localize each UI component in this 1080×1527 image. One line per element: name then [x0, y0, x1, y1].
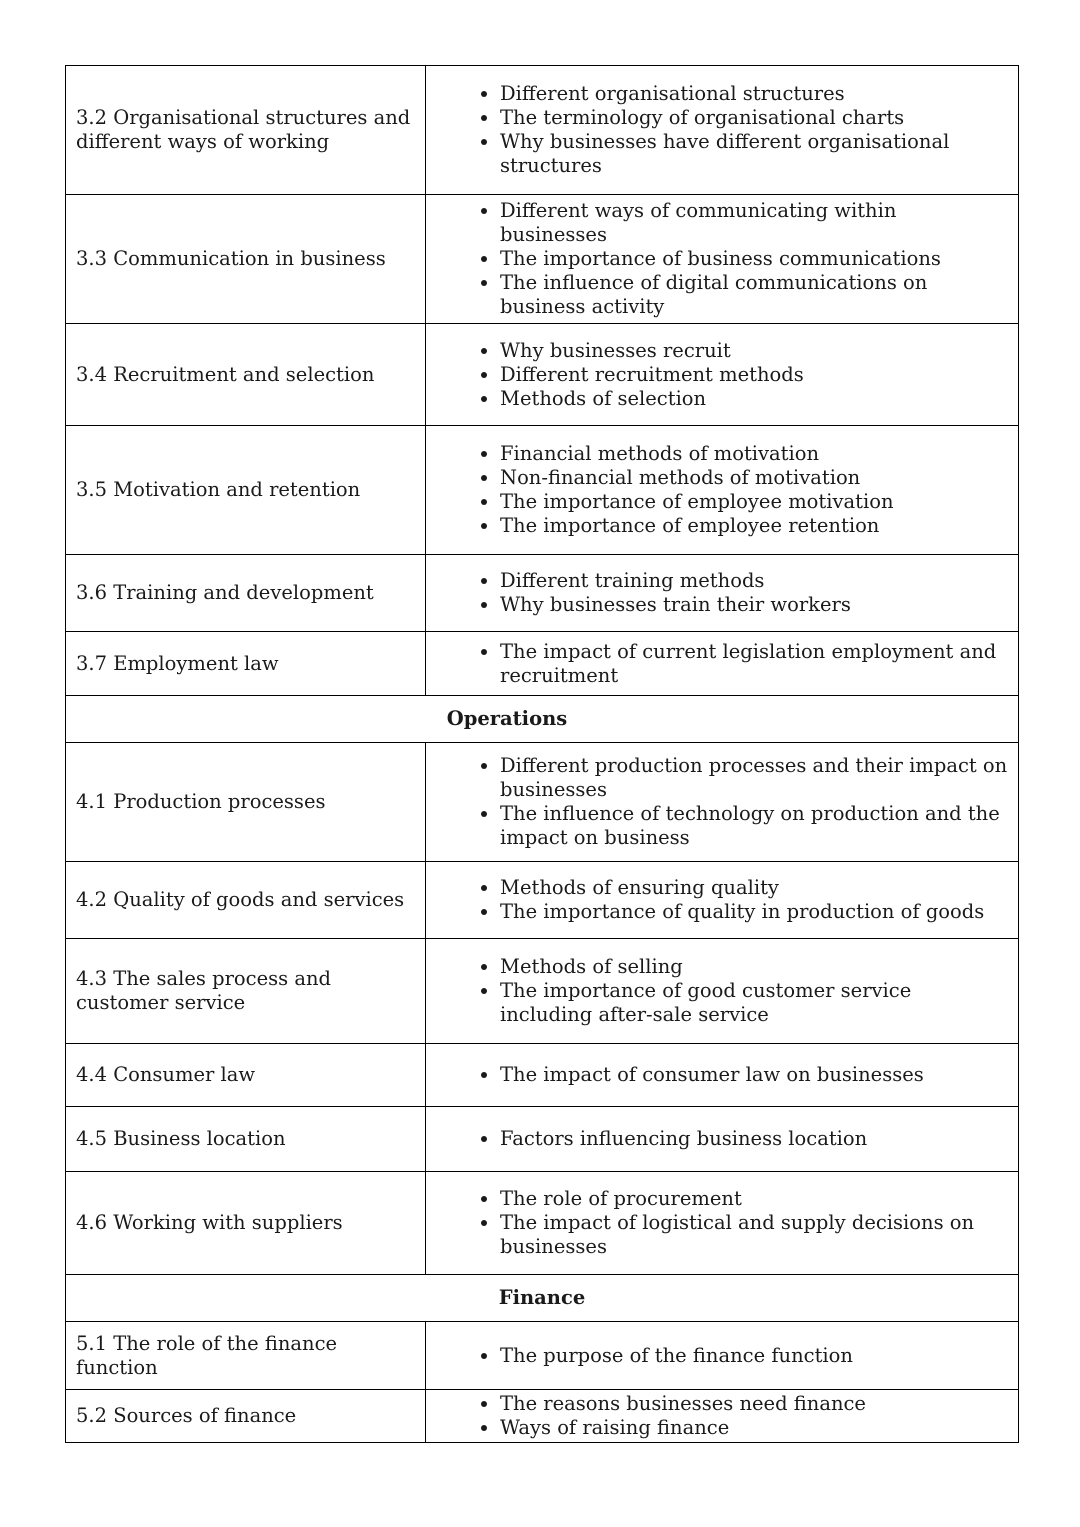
section-title: Operations — [446, 707, 568, 730]
content-cell — [426, 1172, 1019, 1275]
bullet-point: • Methods of selling — [500, 955, 1008, 979]
table-row — [66, 195, 1019, 324]
table-row — [66, 426, 1019, 555]
content-cell — [426, 1390, 1019, 1443]
section-header-row — [66, 696, 1019, 743]
content-cell — [426, 66, 1019, 195]
topic-label: 3.7 Employment law — [76, 651, 279, 675]
topic-label: 4.3 The sales process and customer service — [76, 967, 332, 1014]
bullet-list — [458, 1063, 1008, 1087]
bullet-list — [458, 955, 1008, 1027]
bullet-point: • The importance of employee retention — [500, 514, 1008, 538]
table-row — [66, 1390, 1019, 1443]
topic-cell — [66, 66, 426, 195]
bullet-point: • The impact of consumer law on businesses — [500, 1063, 1008, 1087]
bullet-list — [458, 339, 1008, 411]
table-row — [66, 1322, 1019, 1390]
table-row — [66, 632, 1019, 696]
bullet-point: • The importance of business communications — [500, 247, 1008, 271]
table-row — [66, 939, 1019, 1044]
topic-label: 4.6 Working with suppliers — [76, 1211, 343, 1234]
topic-cell — [66, 743, 426, 862]
topic-cell — [66, 324, 426, 426]
topic-cell — [66, 1107, 426, 1172]
bullet-list — [458, 1187, 1008, 1259]
bullet-point: • The importance of quality in production of goods — [500, 900, 1008, 924]
topic-cell — [66, 632, 426, 696]
topic-label: 4.2 Quality of goods and services — [76, 888, 405, 911]
topic-label: 4.1 Production processes — [76, 790, 326, 813]
bullet-list — [458, 442, 1008, 538]
content-cell — [426, 743, 1019, 862]
section-title: Finance — [498, 1286, 586, 1309]
content-cell — [426, 1107, 1019, 1172]
topic-label: 3.6 Training and development — [76, 581, 374, 604]
topic-label: 4.4 Consumer law — [76, 1063, 256, 1086]
bullet-point: • Methods of ensuring quality — [500, 876, 1008, 900]
bullet-list — [458, 876, 1008, 924]
bullet-point: • The role of procurement — [500, 1187, 1008, 1211]
topic-cell — [66, 1044, 426, 1107]
bullet-point: • The importance of employee motivation — [500, 490, 1008, 514]
bullet-list — [458, 1392, 1008, 1440]
topic-label: 4.5 Business location — [76, 1127, 286, 1150]
bullet-point: • Why businesses have different organisational structures — [500, 130, 1008, 178]
bullet-point: • Why businesses train their workers — [500, 593, 1008, 617]
content-cell — [426, 632, 1019, 696]
bullet-point: • Different production processes and their impact on businesses — [500, 754, 1008, 802]
bullet-list — [458, 640, 1008, 688]
bullet-point: • The purpose of the finance function — [500, 1344, 1008, 1368]
section-header — [66, 696, 1019, 743]
content-cell — [426, 555, 1019, 632]
bullet-point: • The impact of logistical and supply decisions on businesses — [500, 1211, 1008, 1259]
table-row — [66, 324, 1019, 426]
content-cell — [426, 324, 1019, 426]
bullet-point: • The terminology of organisational charts — [500, 106, 1008, 130]
bullet-point: • Non-financial methods of motivation — [500, 466, 1008, 490]
topic-label: 3.4 Recruitment and selection — [76, 362, 375, 386]
bullet-list — [458, 82, 1008, 178]
topic-label: 3.2 Organisational structures and different ways of working — [76, 106, 411, 153]
bullet-point: • Methods of selection — [500, 387, 1008, 411]
topic-cell — [66, 1322, 426, 1390]
topic-cell — [66, 1390, 426, 1443]
table-row — [66, 1107, 1019, 1172]
topic-cell — [66, 939, 426, 1044]
topic-cell — [66, 555, 426, 632]
topic-label: 3.5 Motivation and retention — [76, 478, 361, 501]
section-header — [66, 1275, 1019, 1322]
topic-cell — [66, 426, 426, 555]
table-row — [66, 1044, 1019, 1107]
bullet-point: • The influence of technology on production and the impact on business — [500, 802, 1008, 850]
table-row — [66, 743, 1019, 862]
section-header-row — [66, 1275, 1019, 1322]
content-cell — [426, 195, 1019, 324]
content-cell — [426, 1044, 1019, 1107]
topic-label: 5.2 Sources of finance — [76, 1404, 297, 1427]
bullet-point: • Ways of raising finance — [500, 1416, 1008, 1440]
table-row — [66, 66, 1019, 195]
bullet-list — [458, 1344, 1008, 1368]
content-cell — [426, 862, 1019, 939]
table-row — [66, 862, 1019, 939]
specification-table-body — [66, 66, 1019, 1443]
topic-label: 5.1 The role of the finance function — [76, 1331, 338, 1379]
content-cell — [426, 1322, 1019, 1390]
bullet-list — [458, 754, 1008, 850]
bullet-point: • Different training methods — [500, 569, 1008, 593]
bullet-point: • Factors influencing business location — [500, 1127, 1008, 1151]
bullet-list — [458, 569, 1008, 617]
bullet-point: • The importance of good customer service including after-sale service — [500, 979, 1008, 1027]
bullet-point: • The influence of digital communications on business activity — [500, 271, 1008, 319]
topic-cell — [66, 862, 426, 939]
topic-label: 3.3 Communication in business — [76, 247, 386, 270]
bullet-point: • Different recruitment methods — [500, 363, 1008, 387]
bullet-point: • Why businesses recruit — [500, 339, 1008, 363]
bullet-list — [458, 1127, 1008, 1151]
specification-table — [65, 65, 1019, 1443]
table-row — [66, 1172, 1019, 1275]
bullet-point: • The impact of current legislation employment and recruitment — [500, 640, 1008, 688]
topic-cell — [66, 195, 426, 324]
bullet-point: • The reasons businesses need finance — [500, 1392, 1008, 1416]
bullet-list — [458, 199, 1008, 319]
bullet-point: • Financial methods of motivation — [500, 442, 1008, 466]
bullet-point: • Different organisational structures — [500, 82, 1008, 106]
content-cell — [426, 426, 1019, 555]
table-row — [66, 555, 1019, 632]
content-cell — [426, 939, 1019, 1044]
topic-cell — [66, 1172, 426, 1275]
bullet-point: • Different ways of communicating within businesses — [500, 199, 1008, 247]
